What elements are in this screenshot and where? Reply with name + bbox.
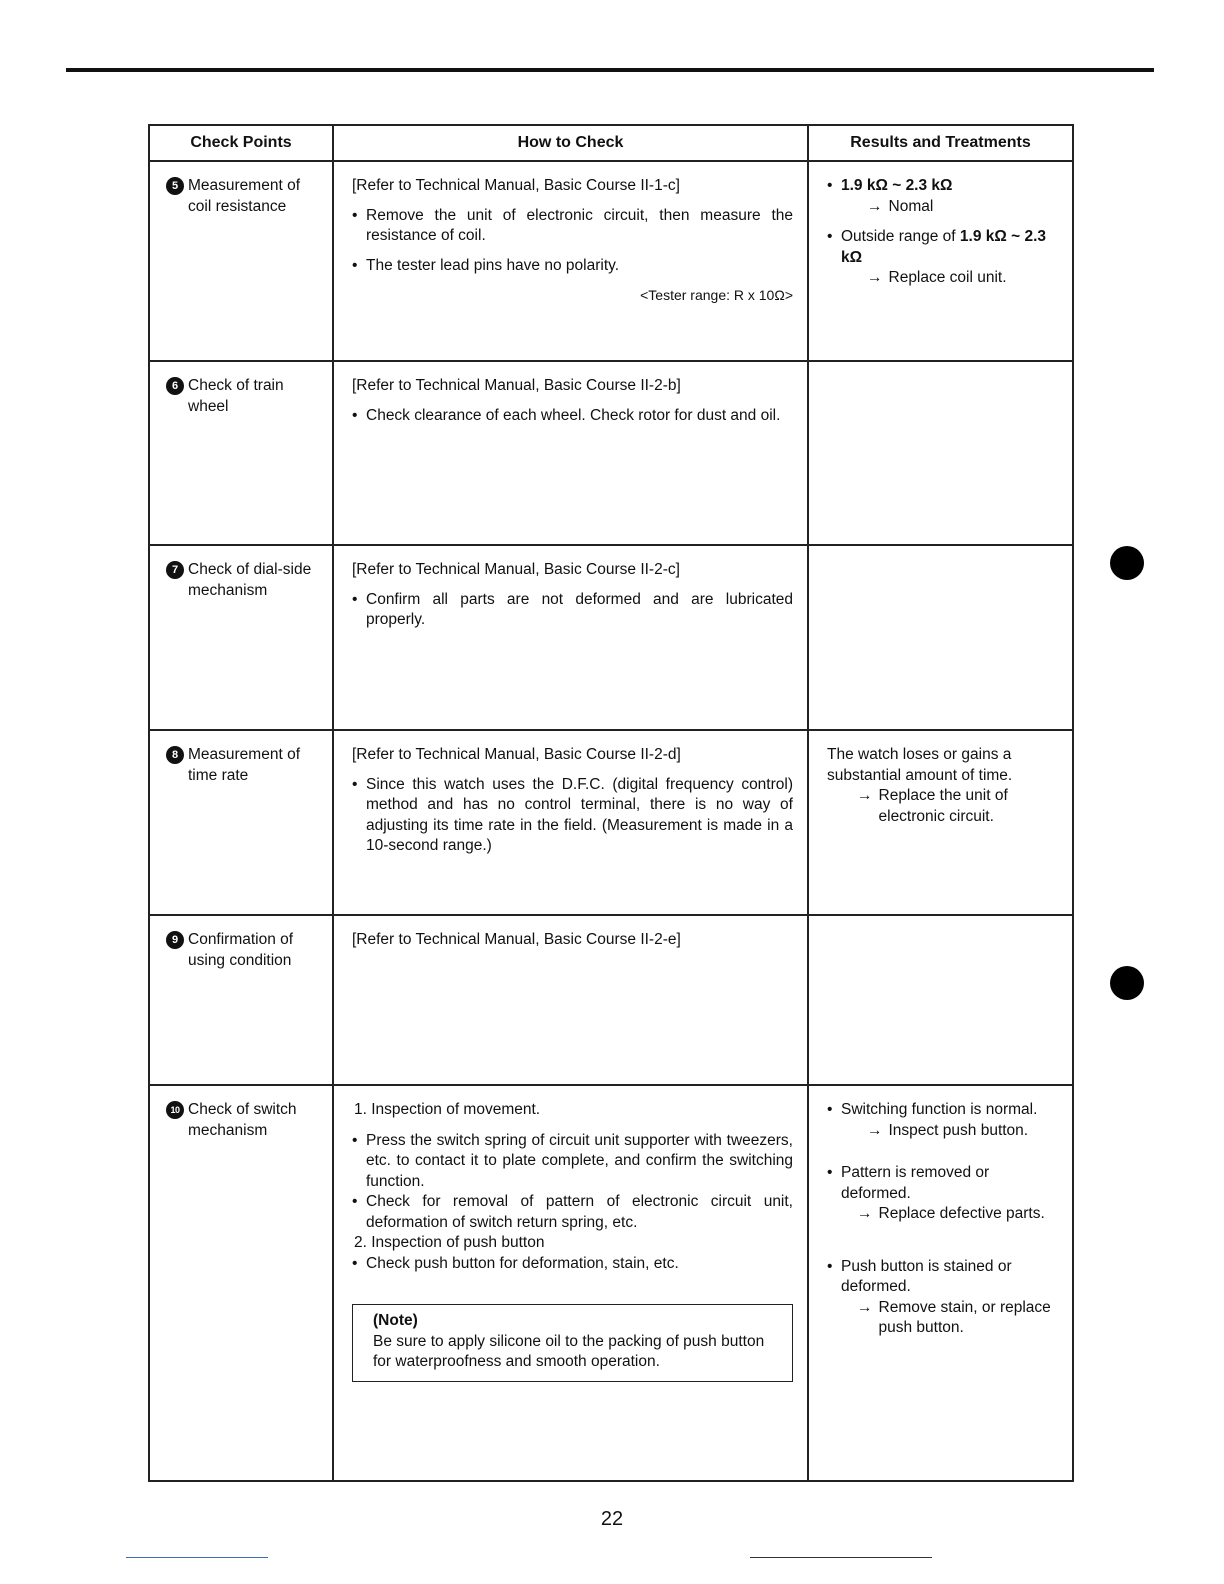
note-box [352,1304,793,1382]
table-row [149,545,1073,730]
result-item [825,1163,1058,1225]
result-item [825,227,1058,289]
top-rule [66,68,1154,72]
note-title: (Note) [373,1312,418,1329]
bullet-item: • Press the switch spring of circuit unit supporter with tweezers, etc. to contact it to plate complete, and confirm the switching function. [350,1131,793,1193]
how-to-check-cell [333,545,808,730]
bullet-item: • Check push button for deformation, stain, etc. [350,1254,793,1275]
resistance-range: 1.9 kΩ ~ 2.3 kΩ [841,228,1047,266]
check-point-cell [149,1085,333,1481]
footer-rule [126,1557,268,1558]
check-point-cell [149,161,333,361]
result-item [825,176,1058,217]
bullet-item: • Remove the unit of electronic circuit, then measure the resistance of coil. [350,206,793,247]
check-point-cell [149,361,333,545]
check-point-title: Check of switch mechanism [188,1101,297,1139]
manual-reference: [Refer to Technical Manual, Basic Course II-2-e] [352,931,681,948]
number-8-icon: 8 [166,746,184,764]
page-number: 22 [600,1508,624,1530]
result-item [825,1257,1058,1339]
arrow-icon: → [867,1121,883,1139]
header-row [149,125,1073,161]
how-to-check-cell [333,161,808,361]
check-point-title: Measurement of time rate [188,746,300,784]
table-row [149,730,1073,915]
how-to-check-cell [333,1085,808,1481]
number-9-icon: 9 [166,931,184,949]
results-cell [808,161,1073,361]
number-5-icon: 5 [166,177,184,195]
treatment-text: Inspect push button. [888,1121,1029,1139]
header-how-to-check: How to Check [333,125,808,161]
treatment-text: Nomal [888,197,934,215]
table-row [149,361,1073,545]
check-point-title: Measurement of coil resistance [188,177,300,215]
check-point-title: Check of train wheel [188,377,284,415]
margin-dot-icon [1110,966,1144,1000]
result-text: Push button is stained or deformed. [841,1257,1012,1295]
result-text: Switching function is normal. [841,1101,1038,1118]
how-to-check-cell [333,915,808,1085]
manual-reference: [Refer to Technical Manual, Basic Course II-2-d] [352,746,681,763]
check-point-cell [149,730,333,915]
treatment-text: Remove stain, or replace push button. [878,1298,1051,1336]
number-10-icon: 10 [166,1101,184,1119]
bullet-item: • Check clearance of each wheel. Check rotor for dust and oil. [350,406,793,427]
note-text: Be sure to apply silicone oil to the packing of push button for waterproofness and smooth operation. [373,1332,765,1370]
result-text: The watch loses or gains a substantial amount of time. [827,746,1013,784]
manual-reference: [Refer to Technical Manual, Basic Course II-2-c] [352,561,680,578]
how-to-check-cell [333,361,808,545]
check-point-cell [149,915,333,1085]
arrow-icon: → [857,787,873,804]
footer-rule [750,1557,932,1558]
number-7-icon: 7 [166,561,184,579]
arrow-icon: → [857,1205,873,1222]
check-table [148,124,1074,1482]
result-item [825,1100,1058,1141]
bullet-item: • Confirm all parts are not deformed and are lubricated properly. [350,590,793,631]
header-check-points: Check Points [149,125,333,161]
check-point-cell [149,545,333,730]
treatment-text: Replace coil unit. [888,269,1007,286]
tester-range: <Tester range: R x 10Ω> [640,287,793,303]
bullet-item: • Since this watch uses the D.F.C. (digital frequency control) method and has no control terminal, there is no way of adjusting its time rate in the field. (Measurement is made in a 10-second range.) [350,775,793,857]
results-cell [808,545,1073,730]
check-point-title: Check of dial-side mechanism [188,561,312,599]
treatment-text: Replace the unit of electronic circuit. [878,787,1008,825]
results-cell [808,915,1073,1085]
treatment-text: Replace defective parts. [878,1205,1045,1222]
number-6-icon: 6 [166,377,184,395]
bullet-item: • Check for removal of pattern of electronic circuit unit, deformation of switch return spring, etc. [350,1192,793,1233]
manual-reference: [Refer to Technical Manual, Basic Course II-1-c] [352,177,680,194]
header-results: Results and Treatments [808,125,1073,161]
arrow-icon: → [857,1298,873,1316]
step-label: 1. Inspection of movement. [354,1101,541,1118]
arrow-icon: → [867,197,883,215]
margin-dot-icon [1110,546,1144,580]
table-row [149,161,1073,361]
result-text: Pattern is removed or deformed. [841,1164,990,1202]
resistance-range: 1.9 kΩ ~ 2.3 kΩ [841,177,953,194]
manual-reference: [Refer to Technical Manual, Basic Course II-2-b] [352,377,681,394]
table-row [149,915,1073,1085]
how-to-check-cell [333,730,808,915]
results-cell [808,730,1073,915]
result-text: Outside range of [841,228,960,245]
table-row [149,1085,1073,1481]
bullet-item: • The tester lead pins have no polarity. [350,256,793,277]
results-cell [808,1085,1073,1481]
arrow-icon: → [867,269,883,286]
results-cell [808,361,1073,545]
check-point-title: Confirmation of using condition [188,931,294,969]
step-label: 2. Inspection of push button [354,1234,545,1251]
